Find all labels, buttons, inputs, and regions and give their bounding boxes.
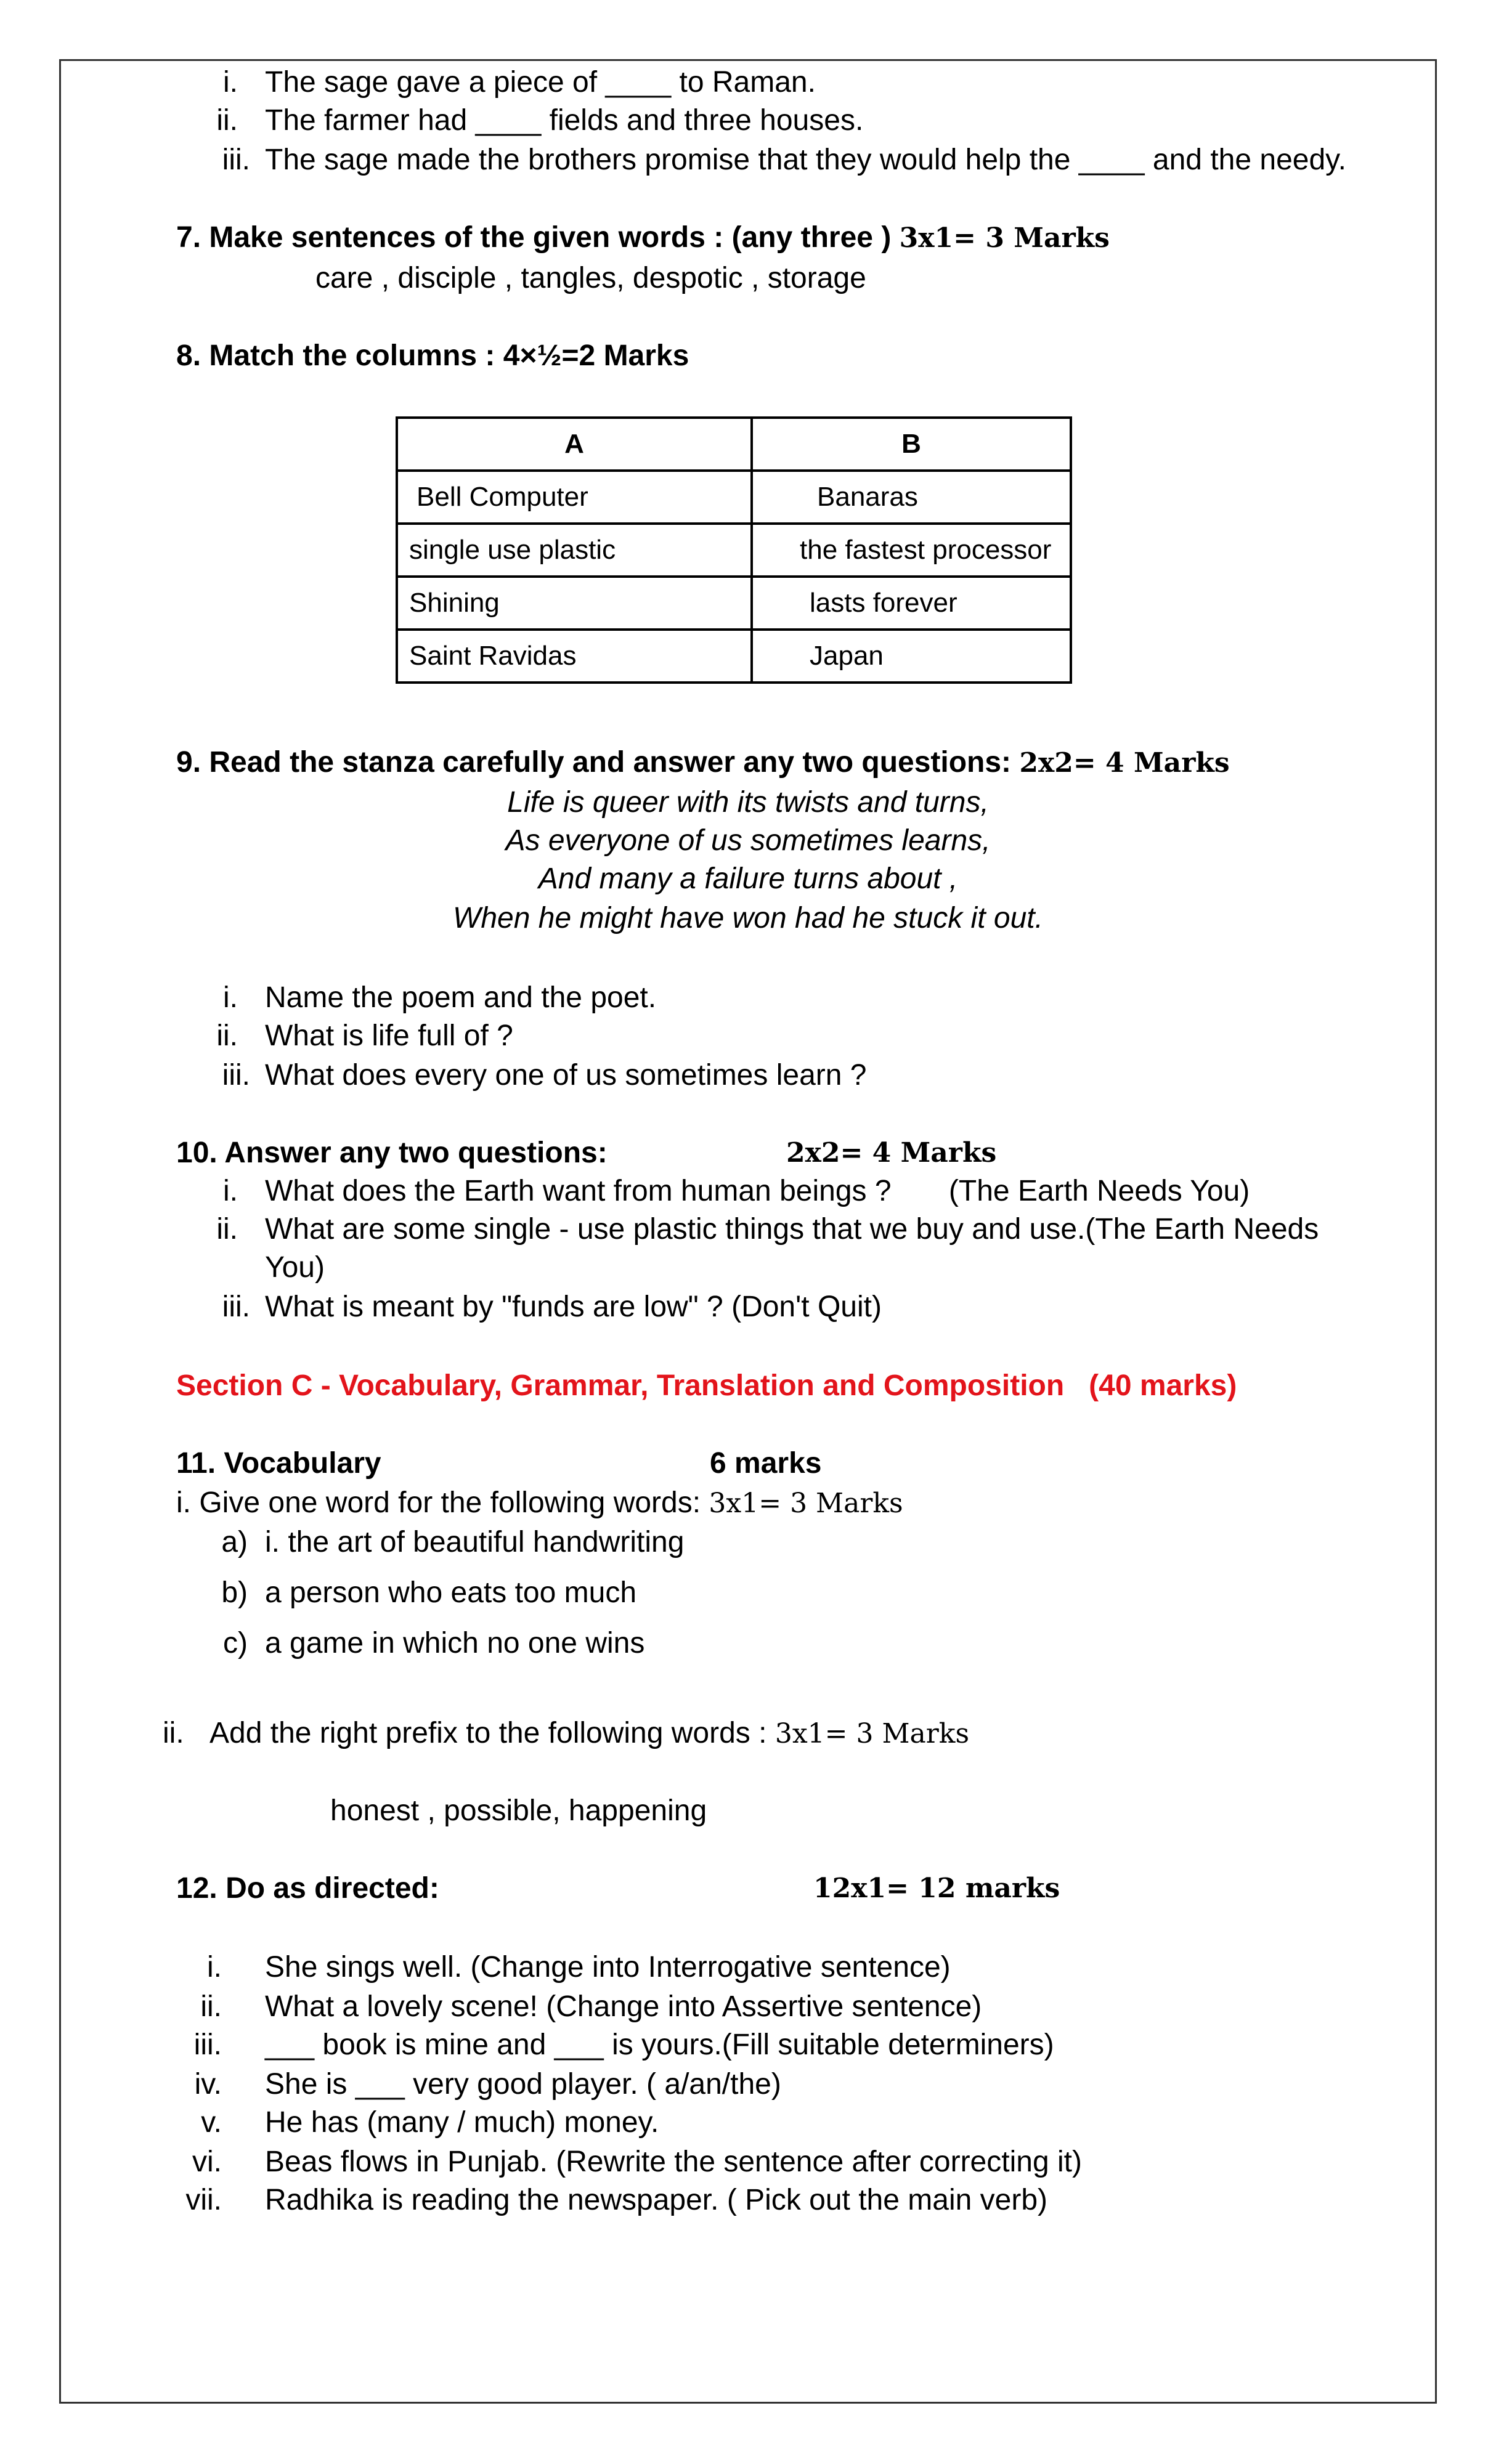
column-a-cell: single use plastic xyxy=(397,524,752,577)
q12-item-num: ii. xyxy=(200,1990,222,2023)
q10-item-text-continued: You) xyxy=(265,1251,325,1284)
q11-part1: i. Give one word for the following words: 3x1= 3 Marks xyxy=(176,1486,903,1519)
column-a-cell: Shining xyxy=(397,577,752,630)
q6-item-num: i. xyxy=(223,66,238,99)
q6-item-num: iii. xyxy=(222,144,250,176)
q10-marks: 2x2= 4 Marks xyxy=(786,1137,997,1169)
stanza-line: Life is queer with its twists and turns, xyxy=(507,786,989,819)
q10-title: 10. Answer any two questions: xyxy=(176,1137,608,1169)
q12-item-text: What a lovely scene! (Change into Assertive sentence) xyxy=(265,1990,982,2023)
column-b-cell: Banaras xyxy=(752,471,1071,524)
q11-part2-num: ii. xyxy=(163,1717,184,1749)
q11-item-num: b) xyxy=(221,1576,248,1609)
q12-item-num: iv. xyxy=(194,2068,222,2101)
column-a-cell: Bell Computer xyxy=(397,471,752,524)
match-table xyxy=(396,416,1072,684)
q10-item-num: iii. xyxy=(222,1291,250,1323)
q12-item-text: She sings well. (Change into Interrogative sentence) xyxy=(265,1951,951,1984)
q12-item-text: Radhika is reading the newspaper. ( Pick out the main verb) xyxy=(265,2184,1048,2216)
table-row xyxy=(397,577,1071,630)
q7-words: care , disciple , tangles, despotic , storage xyxy=(315,262,866,294)
q12-item-text: He has (many / much) money. xyxy=(265,2106,659,2139)
column-b-cell: the fastest processor xyxy=(752,524,1071,577)
q10-item-num: i. xyxy=(223,1175,238,1207)
q11-part2-marks: 3x1= 3 Marks xyxy=(774,1718,970,1749)
q12-title: 12. Do as directed: xyxy=(176,1872,439,1905)
q12-item-num: v. xyxy=(201,2106,222,2139)
table-row xyxy=(397,471,1071,524)
q12-item-text: Beas flows in Punjab. (Rewrite the sentence after correcting it) xyxy=(265,2146,1082,2178)
q9-item-text: What is life full of ? xyxy=(265,1019,513,1052)
q10-item-text: What are some single - use plastic things that we buy and use.(The Earth Needs xyxy=(265,1213,1319,1246)
q11-item-text: a person who eats too much xyxy=(265,1576,637,1609)
column-a-header: A xyxy=(397,418,752,471)
section-c-heading: Section C - Vocabulary, Grammar, Translation and Composition (40 marks) xyxy=(176,1369,1237,1402)
q9-item-text: What does every one of us sometimes learn ? xyxy=(265,1059,867,1092)
table-row xyxy=(397,524,1071,577)
table-row xyxy=(397,630,1071,683)
q12-item-text: ___ book is mine and ___ is yours.(Fill suitable determiners) xyxy=(265,2028,1054,2061)
q6-item-num: ii. xyxy=(216,104,238,137)
q7-title: 7. Make sentences of the given words : (any three ) 3x1= 3 Marks xyxy=(176,221,1110,254)
q11-item-text: i. the art of beautiful handwriting xyxy=(265,1526,685,1558)
q12-item-num: vii. xyxy=(185,2184,222,2216)
q11-part1-marks: 3x1= 3 Marks xyxy=(709,1488,903,1519)
q9-marks: 2x2= 4 Marks xyxy=(1019,747,1230,779)
q12-item-num: i. xyxy=(207,1951,222,1984)
q9-item-num: iii. xyxy=(222,1059,250,1092)
q10-item-text: What does the Earth want from human beings ? (The Earth Needs You) xyxy=(265,1175,1250,1207)
q12-item-num: vi. xyxy=(192,2146,222,2178)
q6-item-text: The sage gave a piece of ____ to Raman. xyxy=(265,66,816,99)
q6-item-text: The sage made the brothers promise that they would help the ____ and the needy. xyxy=(265,144,1346,176)
q11-words: honest , possible, happening xyxy=(330,1794,707,1827)
q11-item-num: c) xyxy=(223,1627,248,1660)
column-b-header: B xyxy=(752,418,1071,471)
q9-item-num: ii. xyxy=(216,1019,238,1052)
q12-item-num: iii. xyxy=(193,2028,222,2061)
q9-title: 9. Read the stanza carefully and answer any two questions: 2x2= 4 Marks xyxy=(176,746,1230,779)
q12-item-text: She is ___ very good player. ( a/an/the) xyxy=(265,2068,781,2101)
column-b-cell: lasts forever xyxy=(752,577,1071,630)
column-a-cell: Saint Ravidas xyxy=(397,630,752,683)
column-b-cell: Japan xyxy=(752,630,1071,683)
stanza-line: And many a failure turns about , xyxy=(538,862,958,895)
q6-item-text: The farmer had ____ fields and three houses. xyxy=(265,104,864,137)
q10-item-num: ii. xyxy=(216,1213,238,1246)
q7-marks: 3x1= 3 Marks xyxy=(899,222,1110,254)
q9-item-num: i. xyxy=(223,981,238,1014)
q11-item-num: a) xyxy=(221,1526,248,1558)
stanza-line: When he might have won had he stuck it out. xyxy=(453,902,1043,934)
q11-part2: Add the right prefix to the following words : 3x1= 3 Marks xyxy=(209,1717,970,1749)
q10-item-text: What is meant by "funds are low" ? (Don't Quit) xyxy=(265,1291,882,1323)
q11-marks: 6 marks xyxy=(710,1447,822,1480)
q12-marks: 12x1= 12 marks xyxy=(813,1873,1060,1904)
q9-item-text: Name the poem and the poet. xyxy=(265,981,657,1014)
q11-title: 11. Vocabulary xyxy=(176,1447,381,1480)
stanza-line: As everyone of us sometimes learns, xyxy=(505,824,991,857)
q8-title: 8. Match the columns : 4×½=2 Marks xyxy=(176,339,689,372)
q11-item-text: a game in which no one wins xyxy=(265,1627,645,1660)
